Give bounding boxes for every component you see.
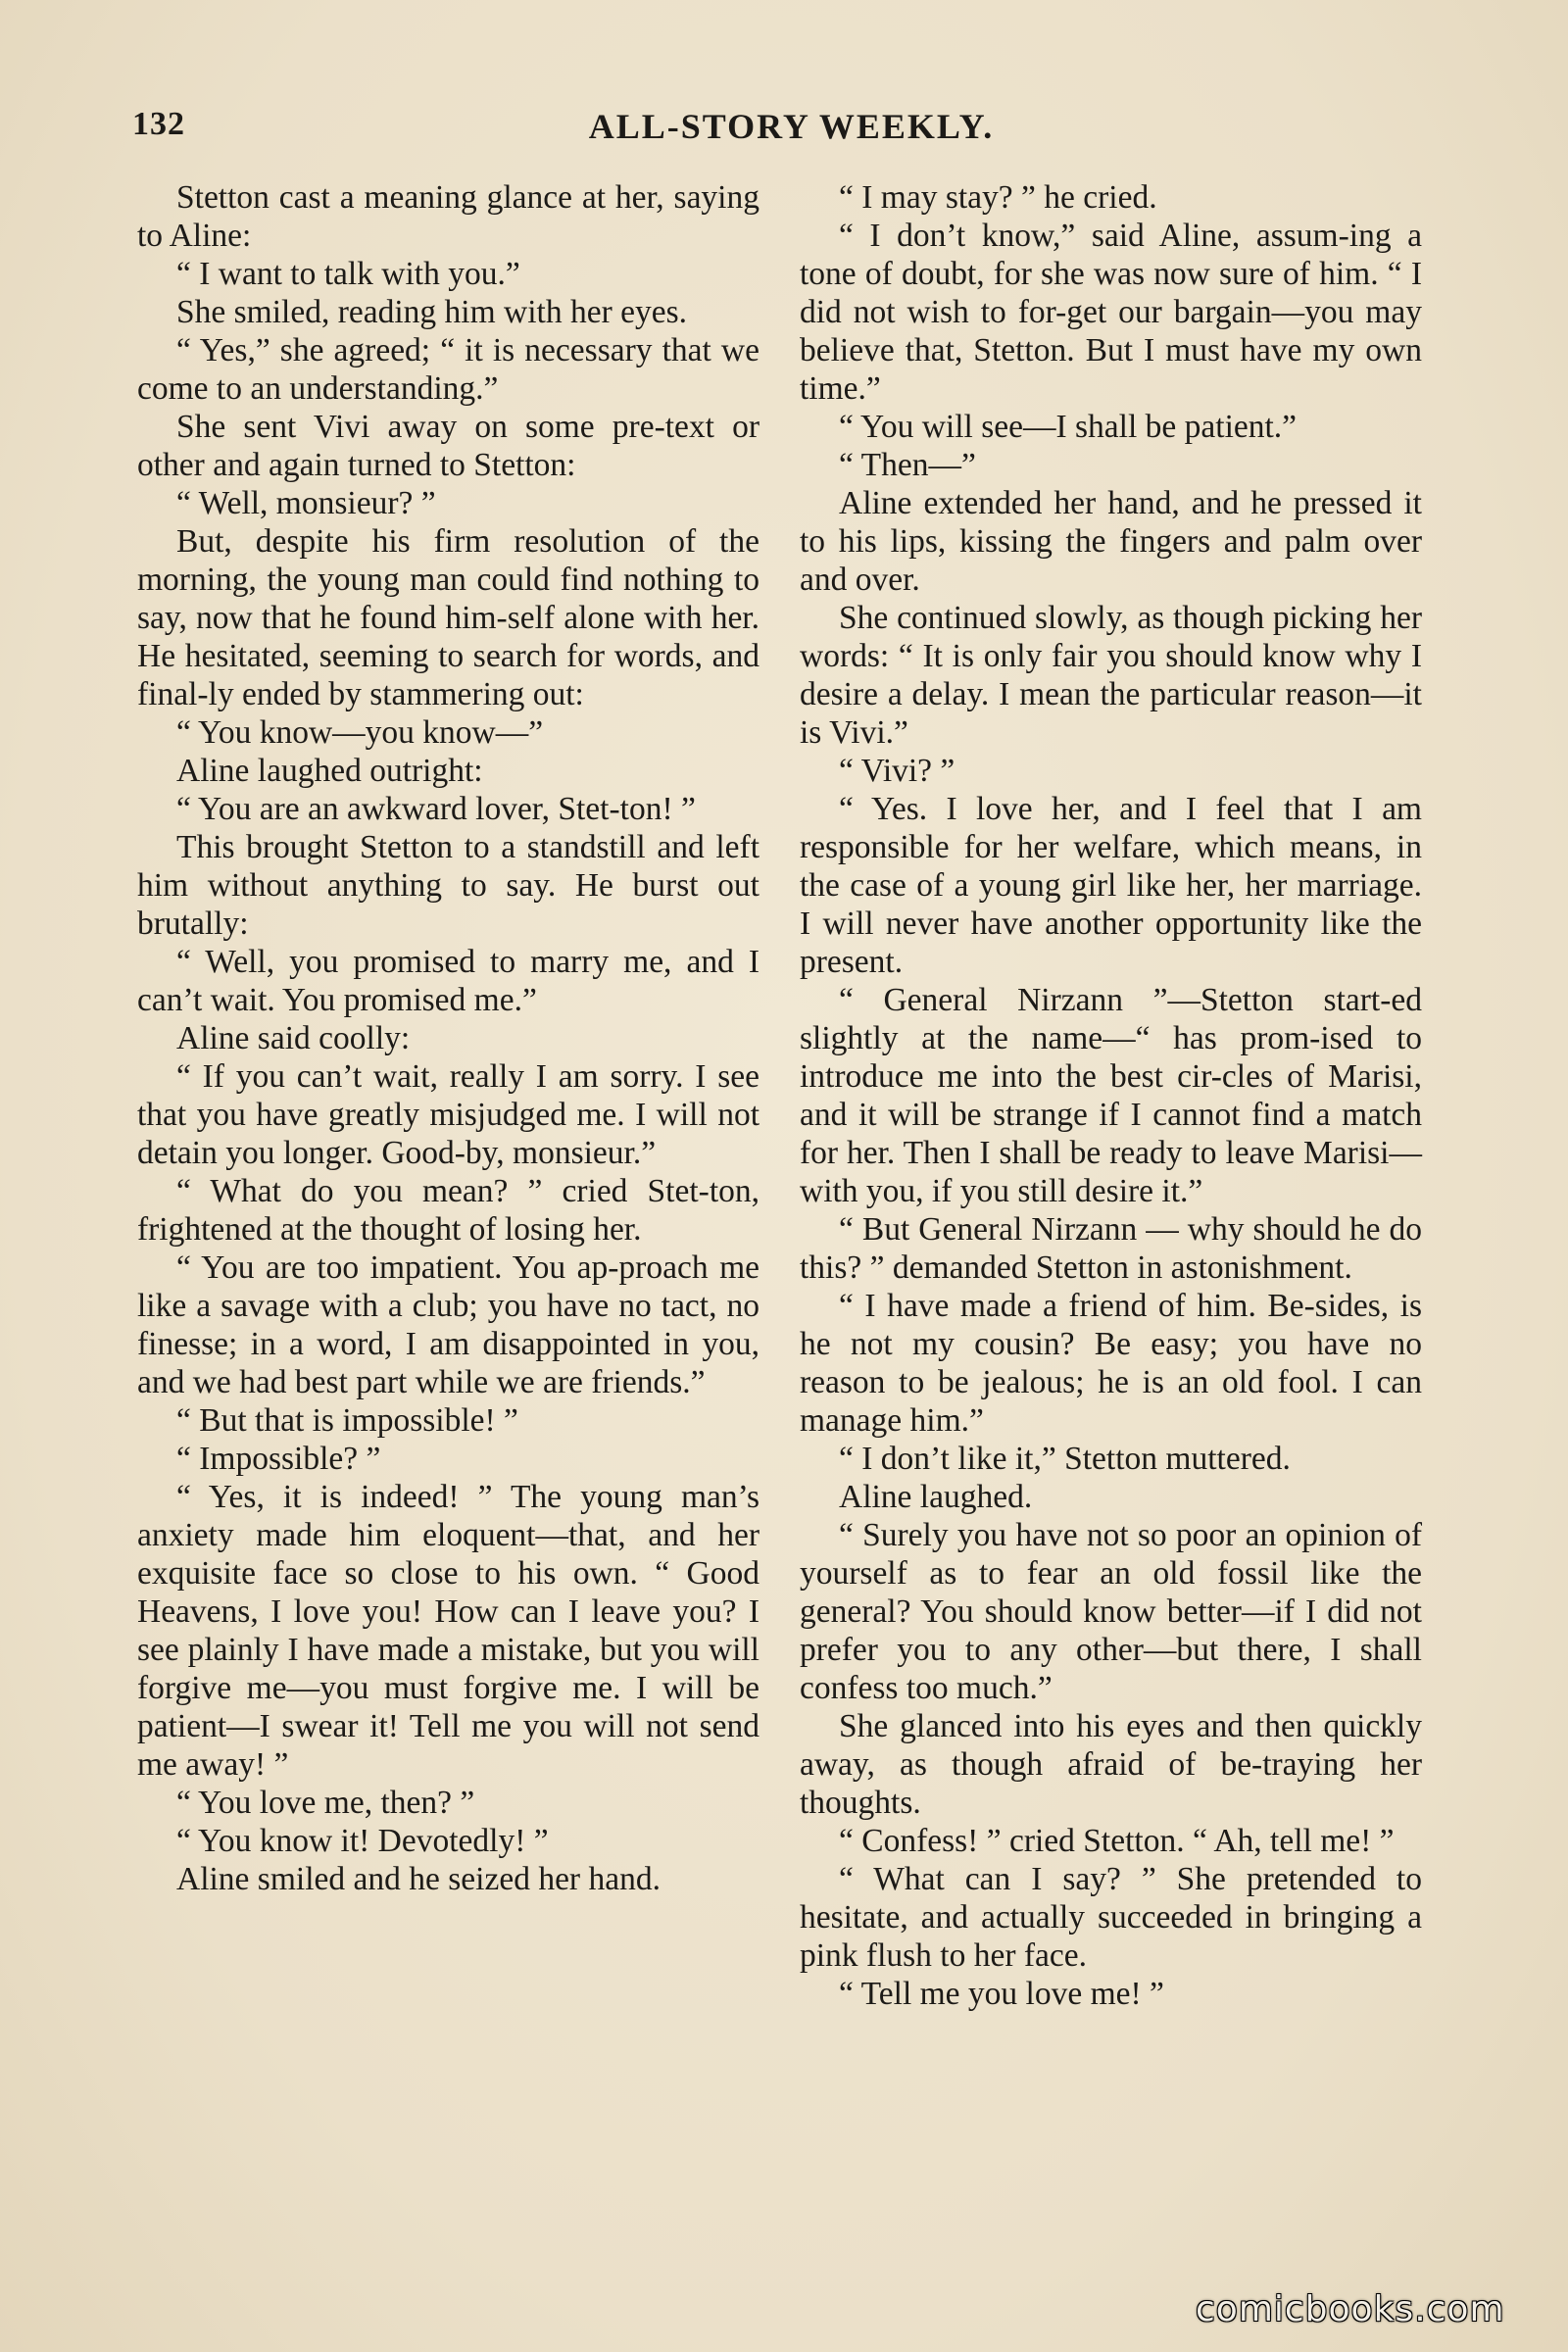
paragraph: “ I don’t like it,” Stetton muttered. xyxy=(839,1441,1291,1477)
paragraph: She smiled, reading him with her eyes. xyxy=(176,294,688,330)
paragraph: Aline extended her hand, and he pressed it to his lips, kissing the fingers and palm over and over. xyxy=(800,485,1422,598)
paragraph: Aline smiled and he seized her hand. xyxy=(176,1861,661,1897)
paragraph: Aline laughed outright: xyxy=(176,753,483,789)
paragraph: Aline said coolly: xyxy=(176,1020,411,1056)
paragraph: “ You know it! Devotedly! ” xyxy=(176,1823,549,1859)
running-title: ALL-STORY WEEKLY. xyxy=(588,107,995,146)
paragraph: She sent Vivi away on some pre-text or other and again turned to Stetton: xyxy=(137,409,760,483)
watermark-logo: comicbooks.com xyxy=(1196,2289,1505,2329)
paragraph: “ Well, monsieur? ” xyxy=(176,485,436,521)
paragraph: “ You are too impatient. You ap-proach me like a savage with a club; you have no tact, no finesse; in a word, I am disappointed in you, and we had best part while we are friends.” xyxy=(137,1250,760,1400)
left-column xyxy=(137,178,760,1898)
paragraph: “ Yes, it is indeed! ” The young man’s anxiety made him eloquent—that, and her exquisite face so close to his own. “ Good Heavens, I love you! How can I leave you? I see plainly I have made a mistake, but you will forgive me—you must forgive me. I will be patient—I swear it! Tell me you will not send me away! ” xyxy=(137,1479,760,1783)
paragraph: “ What can I say? ” She pretended to hesitate, and actually succeeded in bringing a pink flush to her face. xyxy=(800,1861,1422,1974)
right-column xyxy=(800,178,1422,2013)
page-number: 132 xyxy=(132,106,185,142)
paragraph: “ I want to talk with you.” xyxy=(176,256,520,292)
paragraph: Aline laughed. xyxy=(839,1479,1033,1515)
paragraph: “ Yes. I love her, and I feel that I am responsible for her welfare, which means, in the case of a young girl like her, her marriage. I will never have another opportunity like the present. xyxy=(800,791,1422,980)
paragraph: “ Well, you promised to marry me, and I can’t wait. You promised me.” xyxy=(137,944,760,1018)
paragraph: She continued slowly, as though picking her words: “ It is only fair you should know why I desire a delay. I mean the particular reason—it is Vivi.” xyxy=(800,600,1422,751)
paragraph: “ What do you mean? ” cried Stet-ton, frightened at the thought of losing her. xyxy=(137,1173,760,1248)
paragraph: “ I have made a friend of him. Be-sides, is he not my cousin? Be easy; you have no reason to be jealous; he is an old fool. I can manage him.” xyxy=(800,1288,1422,1439)
paragraph: “ Tell me you love me! ” xyxy=(839,1976,1164,2012)
paragraph: “ You love me, then? ” xyxy=(176,1785,475,1821)
paragraph: “ Surely you have not so poor an opinion of yourself as to fear an old fossil like the general? You should know better—if I did not prefer you to any other—but there, I shall confess too much.” xyxy=(800,1517,1422,1706)
paragraph: “ Yes,” she agreed; “ it is necessary that we come to an understanding.” xyxy=(137,332,760,407)
paragraph: But, despite his firm resolution of the morning, the young man could find nothing to say, now that he found him-self alone with her. He hesitated, seeming to search for words, and final-ly ended by stammering out: xyxy=(137,523,760,712)
paragraph: “ If you can’t wait, really I am sorry. I see that you have greatly misjudged me. I will not detain you longer. Good-by, monsieur.” xyxy=(137,1058,760,1171)
paragraph: “ Impossible? ” xyxy=(176,1441,381,1477)
paragraph: This brought Stetton to a standstill and left him without anything to say. He burst out brutally: xyxy=(137,829,760,942)
paragraph: “ You know—you know—” xyxy=(176,714,544,751)
paragraph: “ I may stay? ” he cried. xyxy=(839,179,1157,216)
paragraph: “ General Nirzann ”—Stetton start-ed slightly at the name—“ has prom-ised to introduce me into the best cir-cles of Marisi, and it will be strange if I cannot find a match for her. Then I shall be ready to leave Marisi—with you, if you still desire it.” xyxy=(800,982,1422,1209)
paragraph: “ Confess! ” cried Stetton. “ Ah, tell me! ” xyxy=(839,1823,1395,1859)
page-header xyxy=(132,106,1450,155)
text-columns xyxy=(137,178,1441,2217)
paragraph: “ But that is impossible! ” xyxy=(176,1402,518,1439)
paragraph: Stetton cast a meaning glance at her, saying to Aline: xyxy=(137,179,760,254)
paragraph: “ You will see—I shall be patient.” xyxy=(839,409,1298,445)
paragraph: “ You are an awkward lover, Stet-ton! ” xyxy=(176,791,696,827)
paragraph: She glanced into his eyes and then quickly away, as though afraid of be-traying her thoughts. xyxy=(800,1708,1422,1821)
paragraph: “ Then—” xyxy=(839,447,976,483)
paragraph: “ I don’t know,” said Aline, assum-ing a tone of doubt, for she was now sure of him. “ I did not wish to for-get our bargain—you may believe that, Stetton. But I must have my own time.” xyxy=(800,218,1422,407)
paragraph: “ Vivi? ” xyxy=(839,753,956,789)
paragraph: “ But General Nirzann — why should he do this? ” demanded Stetton in astonishment. xyxy=(800,1211,1422,1286)
